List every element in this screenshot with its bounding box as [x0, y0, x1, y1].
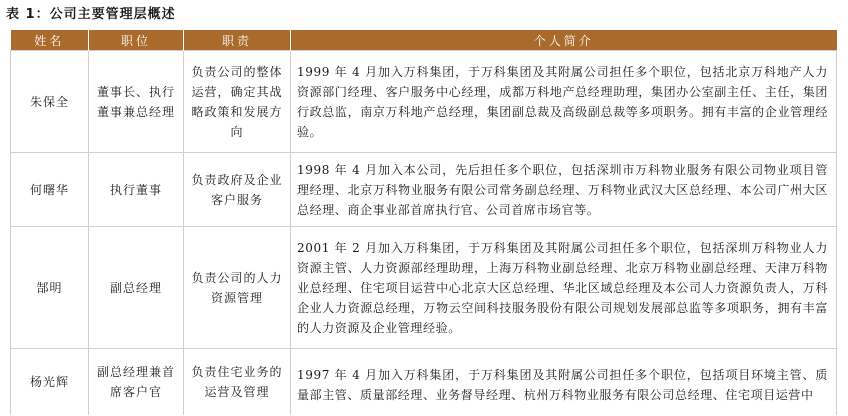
management-table	[10, 30, 837, 415]
table-row	[11, 51, 837, 153]
cell-position: 执行董事	[89, 153, 184, 227]
cell-position: 董事长、执行董事兼总经理	[89, 51, 184, 153]
cell-profile: 1997 年 4 月加入万科集团，于万科集团及其附属公司担任多个职位，包括项目环境主管、质量部主管、质量部经理、业务督导经理、杭州万科物业服务有限公司总经理、住宅项目运营中	[291, 349, 837, 415]
table-caption: 表 1：公司主要管理层概述	[6, 7, 176, 22]
cell-name: 郜明	[11, 227, 89, 349]
cell-profile: 1998 年 4 月加入本公司，先后担任多个职位，包括深圳市万科物业服务有限公司物业项目管理经理、北京万科物业服务有限公司常务副总经理、万科物业武汉大区总经理、本公司广州大区总经理、商企事业部首席执行官、公司首席市场官等。	[291, 153, 837, 227]
header-position: 职位	[89, 30, 184, 51]
table-row	[11, 349, 837, 415]
cell-duty: 负责住宅业务的运营及管理	[184, 349, 291, 415]
header-profile: 个人简介	[291, 30, 837, 51]
cell-position: 副总经理兼首席客户官	[89, 349, 184, 415]
table-row	[11, 153, 837, 227]
cell-duty: 负责公司的人力资源管理	[184, 227, 291, 349]
cell-name: 杨光辉	[11, 349, 89, 415]
cell-profile: 2001 年 2 月加入万科集团，于万科集团及其附属公司担任多个职位，包括深圳万科物业人力资源主管、人力资源部经理助理，上海万科物业副总经理、北京万科物业副总经理、天津万科物业总经理、住宅项目运营中心北京大区总经理、华北区域总经理及本公司人力资源负责人，万科企业人力资源总经理，万物云空间科技服务股份有限公司规划发展部总监等多项职务，拥有丰富的人力资源及企业管理经验。	[291, 227, 837, 349]
cell-duty: 负责公司的整体运营，确定其战略政策和发展方向	[184, 51, 291, 153]
cell-duty: 负责政府及企业客户服务	[184, 153, 291, 227]
cell-position: 副总经理	[89, 227, 184, 349]
cell-name: 何曙华	[11, 153, 89, 227]
table-row	[11, 227, 837, 349]
cell-profile: 1999 年 4 月加入万科集团，于万科集团及其附属公司担任多个职位，包括北京万科地产人力资源部门经理、客户服务中心经理，成都万科地产总经理助理，集团办公室副主任、主任，集团行政总监，南京万科地产总经理，集团副总裁及高级副总裁等多项职务。拥有丰富的企业管理经验。	[291, 51, 837, 153]
header-duty: 职责	[184, 30, 291, 51]
cell-name: 朱保全	[11, 51, 89, 153]
table-header-row	[11, 30, 837, 51]
header-name: 姓名	[11, 30, 89, 51]
